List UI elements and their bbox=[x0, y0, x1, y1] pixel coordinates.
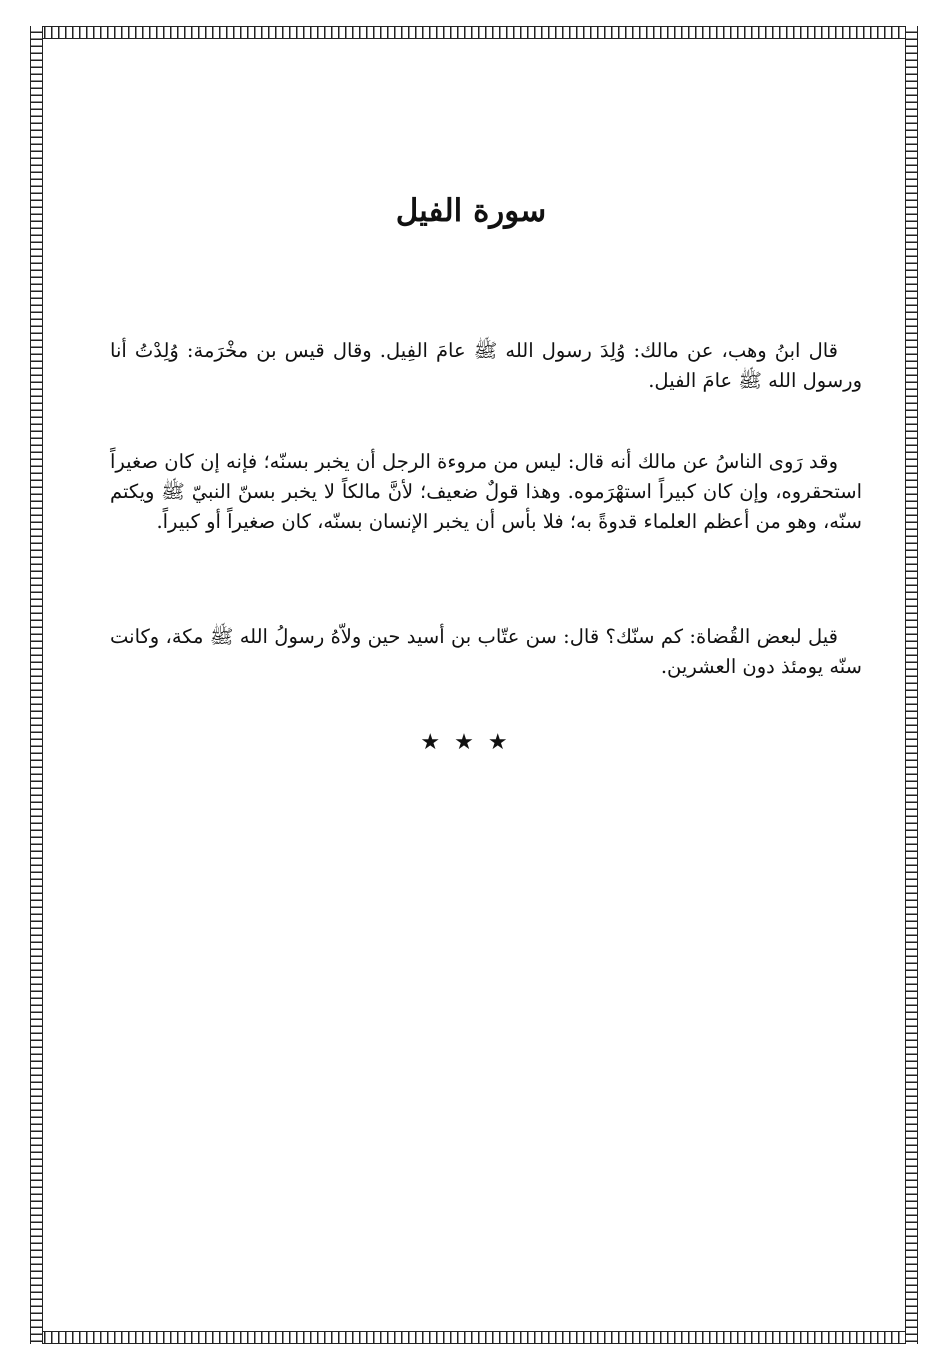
paragraph-3: قيل لبعض القُضاة: كم سنّك؟ قال: سن عتّاب بن أسيد حين ولاّهُ رسولُ الله ﷺ مكة، وكانت سنّه يومئذ دون العشرين. bbox=[110, 625, 862, 678]
border-bottom bbox=[30, 1331, 918, 1344]
paragraph-2: وقد رَوى الناسُ عن مالك أنه قال: ليس من مروءة الرجل أن يخبر بسنّه؛ فإنه إن كان صغيراً استحقروه، وإن كان كبيراً استهْرَموه. وهذا قولٌ ضعيف؛ لأنَّ مالكاً لا يخبر بسنّ النبيّ ﷺ ويكتم سنّه، وهو من أعظم العلماء قدوةً به؛ فلا بأس أن يخبر الإنسان بسنّه، كان صغيراً أو كبيراً. bbox=[110, 450, 862, 533]
section-separator-stars: ★★★ bbox=[420, 730, 522, 755]
page-title: سورة الفيل bbox=[395, 193, 547, 229]
paragraph-1: قال ابنُ وهب، عن مالك: وُلِدَ رسول الله ﷺ عامَ الفِيل. وقال قيس بن مخْرَمة: وُلِدْتُ أنا ورسول الله ﷺ عامَ الفيل. bbox=[110, 339, 862, 392]
border-top bbox=[30, 26, 918, 39]
